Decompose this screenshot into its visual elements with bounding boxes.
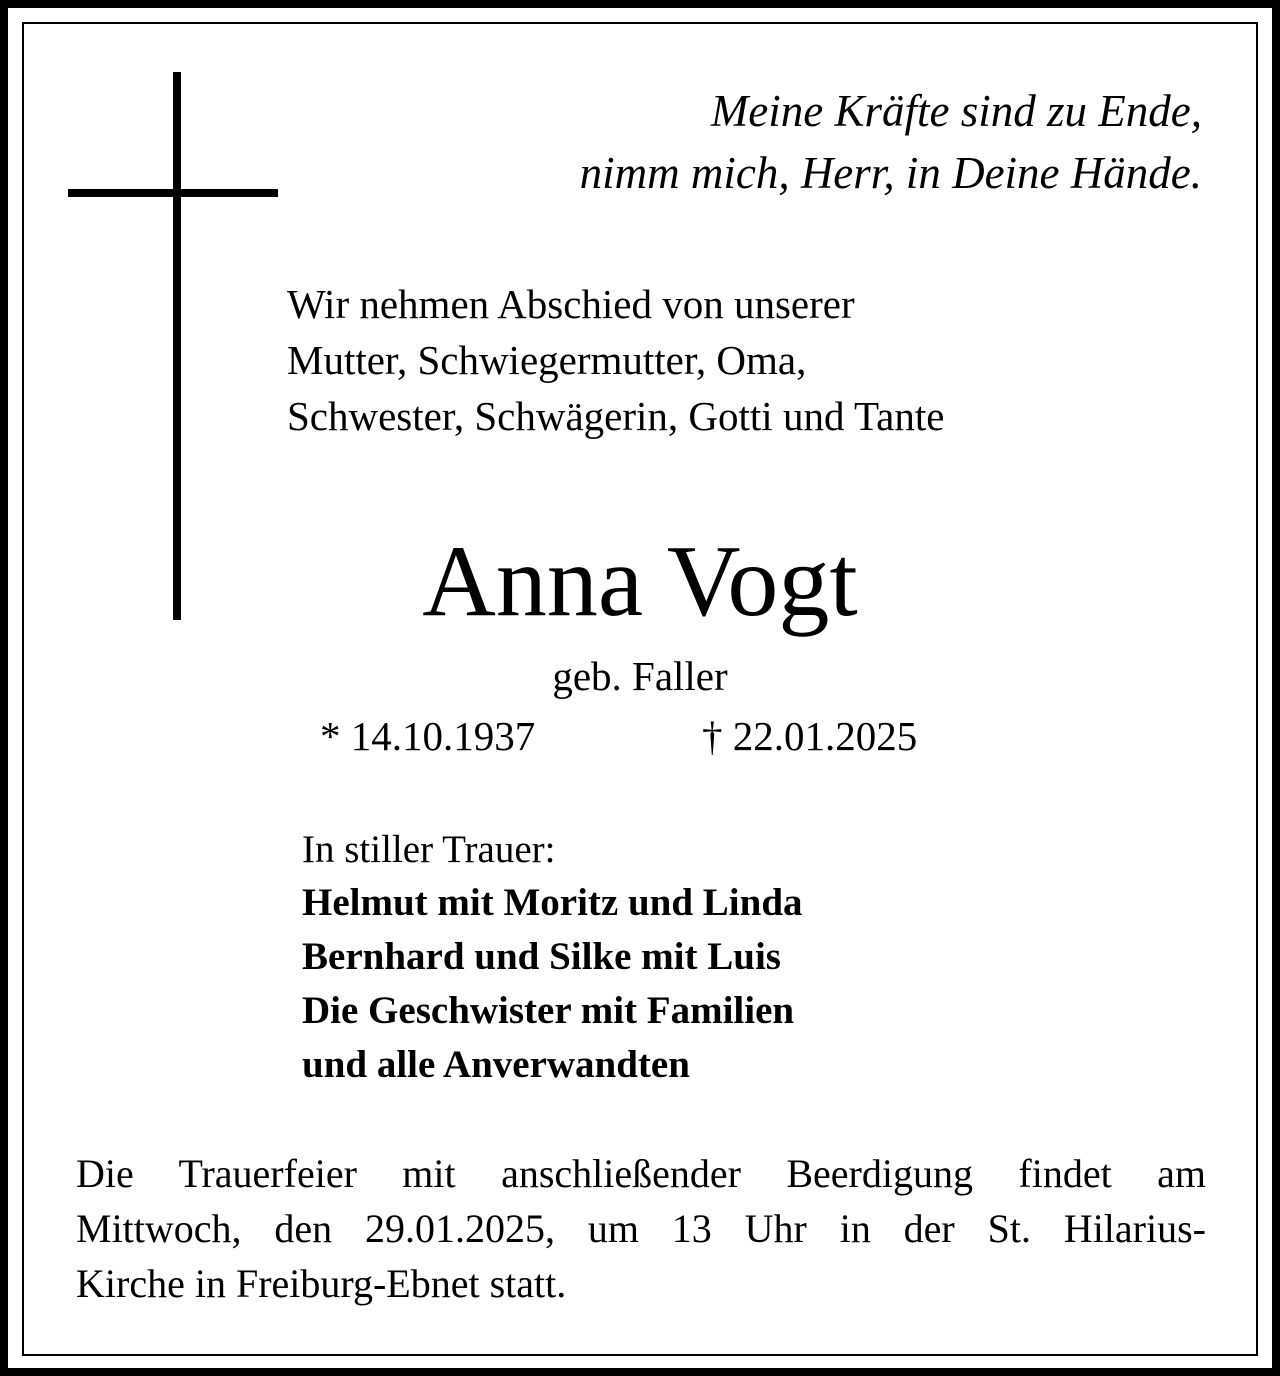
cross-icon-horizontal-bar bbox=[68, 189, 278, 197]
mourner-line: Helmut mit Moritz und Linda bbox=[302, 881, 803, 924]
birth-date: * 14.10.1937 bbox=[320, 713, 536, 759]
mourners-list bbox=[302, 876, 803, 1092]
verse-line-2: nimm mich, Herr, in Deine Hände. bbox=[579, 148, 1202, 198]
funeral-notice bbox=[76, 1146, 1206, 1311]
intro-line-2: Mutter, Schwiegermutter, Oma, bbox=[287, 337, 807, 383]
mourner-line: und alle Anverwandten bbox=[302, 1043, 690, 1086]
mourners-label: In stiller Trauer: bbox=[302, 828, 556, 871]
bible-verse bbox=[580, 80, 1202, 204]
farewell-intro bbox=[287, 276, 944, 444]
deceased-name: Anna Vogt bbox=[422, 525, 858, 638]
death-date: † 22.01.2025 bbox=[702, 713, 918, 759]
intro-line-1: Wir nehmen Abschied von unserer bbox=[287, 281, 855, 327]
funeral-line-3: Kirche in Freiburg-Ebnet statt. bbox=[76, 1261, 567, 1306]
mourner-line: Die Geschwister mit Familien bbox=[302, 989, 795, 1032]
verse-line-1: Meine Kräfte sind zu Ende, bbox=[710, 86, 1202, 136]
funeral-line-2: Mittwoch, den 29.01.2025, um 13 Uhr in der St. Hilarius- bbox=[76, 1206, 1206, 1251]
birth-name: geb. Faller bbox=[552, 653, 728, 699]
intro-line-3: Schwester, Schwägerin, Gotti und Tante bbox=[287, 393, 945, 439]
funeral-line-1: Die Trauerfeier mit anschließender Beerdigung findet am bbox=[76, 1151, 1206, 1196]
mourner-line: Bernhard und Silke mit Luis bbox=[302, 935, 781, 978]
